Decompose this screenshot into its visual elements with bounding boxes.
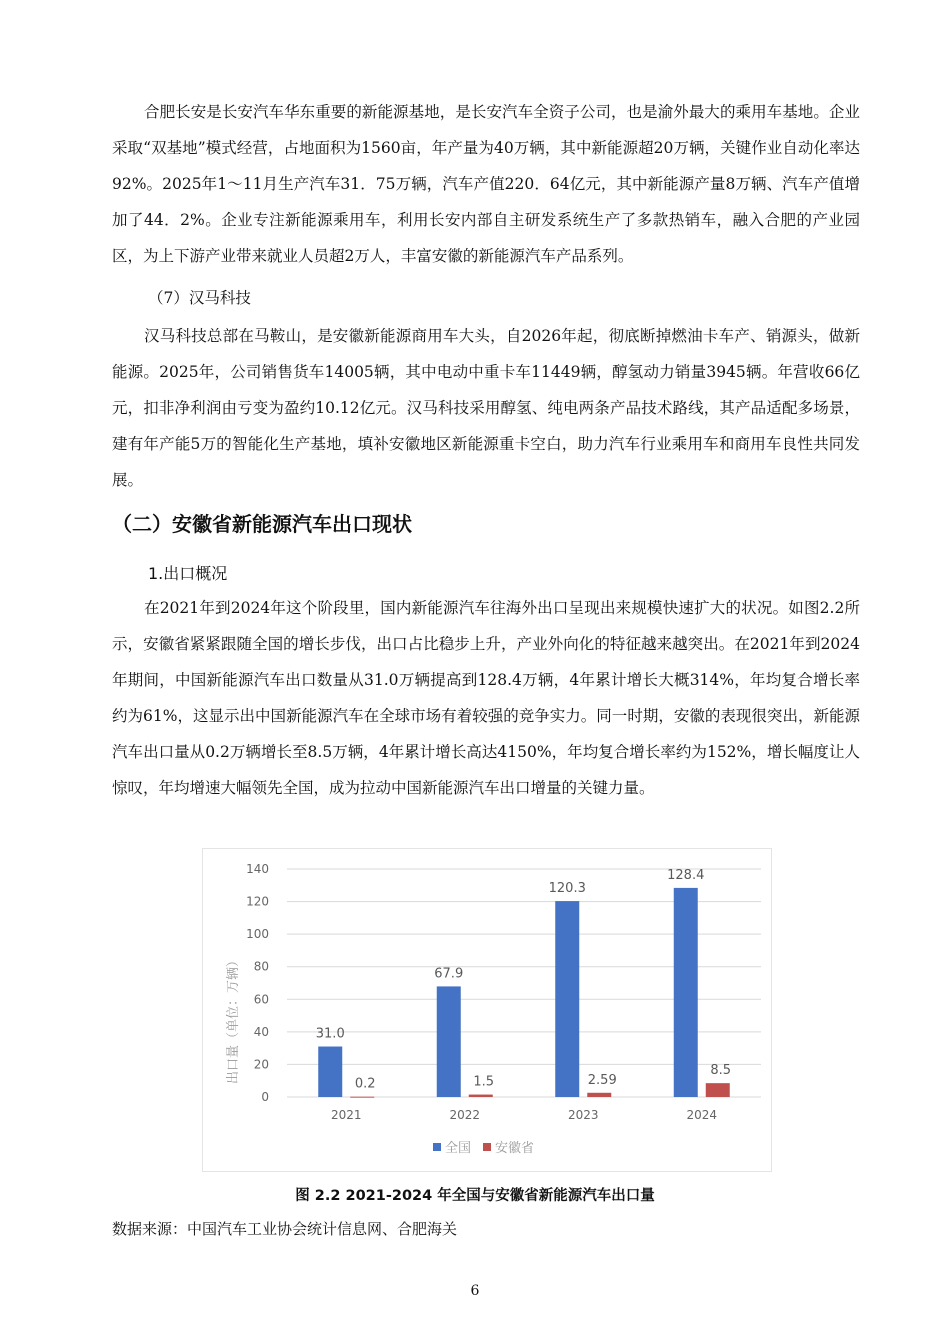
y-tick-label: 120 [246, 894, 269, 909]
subsection-heading: 1.出口概况 [148, 564, 228, 583]
data-source: 数据来源：中国汽车工业协会统计信息网、合肥海关 [112, 1220, 458, 1238]
y-tick-label: 80 [253, 959, 269, 974]
bar-anhui [706, 1083, 730, 1097]
page-number: 6 [470, 1283, 480, 1299]
y-tick-label: 100 [246, 927, 269, 942]
y-axis-label: 出口量（单位：万辆） [226, 953, 241, 1085]
subheading-hanma: （7）汉马科技 [148, 289, 251, 307]
data-label: 0.2 [354, 1076, 376, 1092]
x-tick-label: 2022 [449, 1108, 481, 1122]
bar-national [674, 888, 698, 1097]
data-label: 2.59 [587, 1072, 617, 1088]
data-label: 120.3 [548, 881, 586, 897]
data-label: 8.5 [710, 1063, 732, 1079]
y-tick-label: 60 [253, 992, 269, 1007]
x-tick-label: 2021 [330, 1108, 362, 1122]
data-label: 31.0 [315, 1026, 345, 1042]
x-axis-labels [331, 1108, 717, 1122]
bar-anhui [469, 1095, 493, 1097]
bar-national [437, 986, 461, 1097]
paragraph-hanma: 汉马科技总部在马鞍山，是安徽新能源商用车大头，自2026年起，彻底断掉燃油卡车产、销源头，做新能源。2025年，公司销售货车14005辆，其中电动中重卡车11449辆，醇氢动力销量3945辆。年营收66亿元，扣非净利润由亏变为盈约10.12亿元。汉马科技采用醇氢、纯电两条产品技术路线，其产品适配多场景，建有年产能5万的智能化生产基地，填补安徽地区新能源重卡空白，助力汽车行业乘用车和商用车良性共同发展。 [112, 327, 860, 489]
legend-swatch [483, 1143, 491, 1151]
legend-swatch [433, 1143, 441, 1151]
x-tick-label: 2023 [567, 1108, 599, 1122]
paragraph-changan: 合肥长安是长安汽车华东重要的新能源基地，是长安汽车全资子公司，也是渝外最大的乘用车基地。企业采取“双基地”模式经营，占地面积为1560亩，年产量为40万辆，其中新能源超20万辆，关键作业自动化率达92%。2025年1～11月生产汽车31．75万辆，汽车产值220．64亿元，其中新能源产量8万辆、汽车产值增加了44．2%。企业专注新能源乘用车，利用长安内部自主研发系统生产了多款热销车，融入合肥的产业园区，为上下游产业带来就业人员超2万人，丰富安徽的新能源汽车产品系列。 [112, 103, 860, 265]
export-bar-chart [202, 848, 772, 1172]
data-label: 128.4 [667, 867, 705, 883]
bar-anhui [587, 1093, 611, 1097]
x-tick-label: 2024 [686, 1108, 718, 1122]
data-label: 67.9 [434, 966, 464, 982]
section-heading: （二）安徽省新能源汽车出口现状 [112, 512, 412, 536]
y-tick-label: 20 [253, 1057, 269, 1072]
bar-national [555, 901, 579, 1097]
figure-caption: 图 2.2 2021-2024 年全国与安徽省新能源汽车出口量 [295, 1188, 655, 1204]
chart-svg [203, 849, 771, 1171]
y-tick-label: 140 [246, 862, 269, 876]
paragraph-export-overview: 在2021年到2024年这个阶段里，国内新能源汽车往海外出口呈现出来规模快速扩大的状况。如图2.2所示，安徽省紧紧跟随全国的增长步伐，出口占比稳步上升，产业外向化的特征越来越突出。在2021年到2024年期间，中国新能源汽车出口数量从31.0万辆提高到128.4万辆，4年累计增长大概314%，年均复合增长率约为61%，这显示出中国新能源汽车在全球市场有着较强的竞争实力。同一时期，安徽的表现很突出，新能源汽车出口量从0.2万辆增长至8.5万辆，4年累计增长高达4150%，年均复合增长率约为152%，增长幅度让人惊叹，年均增速大幅领先全国，成为拉动中国新能源汽车出口增量的关键力量。 [112, 599, 860, 797]
bar-national [318, 1047, 342, 1097]
legend [433, 1140, 534, 1156]
data-label: 1.5 [473, 1074, 495, 1090]
legend-label: 全国 [445, 1141, 472, 1156]
legend-label: 安徽省 [495, 1141, 535, 1156]
bar-anhui [350, 1097, 374, 1098]
y-tick-label: 40 [253, 1024, 269, 1039]
bars [316, 868, 731, 1098]
y-tick-label: 0 [261, 1090, 269, 1104]
y-axis-ticks [246, 862, 269, 1104]
